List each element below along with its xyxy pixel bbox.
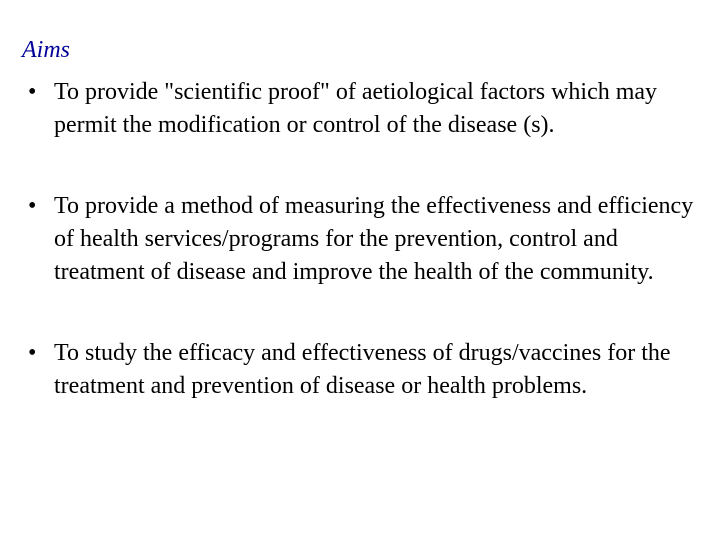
bullet-item <box>28 190 700 289</box>
bullet-icon: • <box>28 79 37 105</box>
bullet-item <box>28 337 700 403</box>
slide-title: Aims <box>22 37 70 63</box>
bullet-icon: • <box>28 340 37 366</box>
bullet-list <box>28 76 700 403</box>
bullet-item <box>28 76 700 142</box>
bullet-text: To provide a method of measuring the effectiveness and efficiency of health services/programs for the prevention, control and treatment of disease and improve the health of the community. <box>54 193 694 285</box>
bullet-icon: • <box>28 193 37 219</box>
bullet-text: To study the efficacy and effectiveness of drugs/vaccines for the treatment and prevention of disease or health problems. <box>54 340 671 399</box>
bullet-text: To provide "scientific proof" of aetiological factors which may permit the modification or control of the disease (s). <box>54 79 658 138</box>
